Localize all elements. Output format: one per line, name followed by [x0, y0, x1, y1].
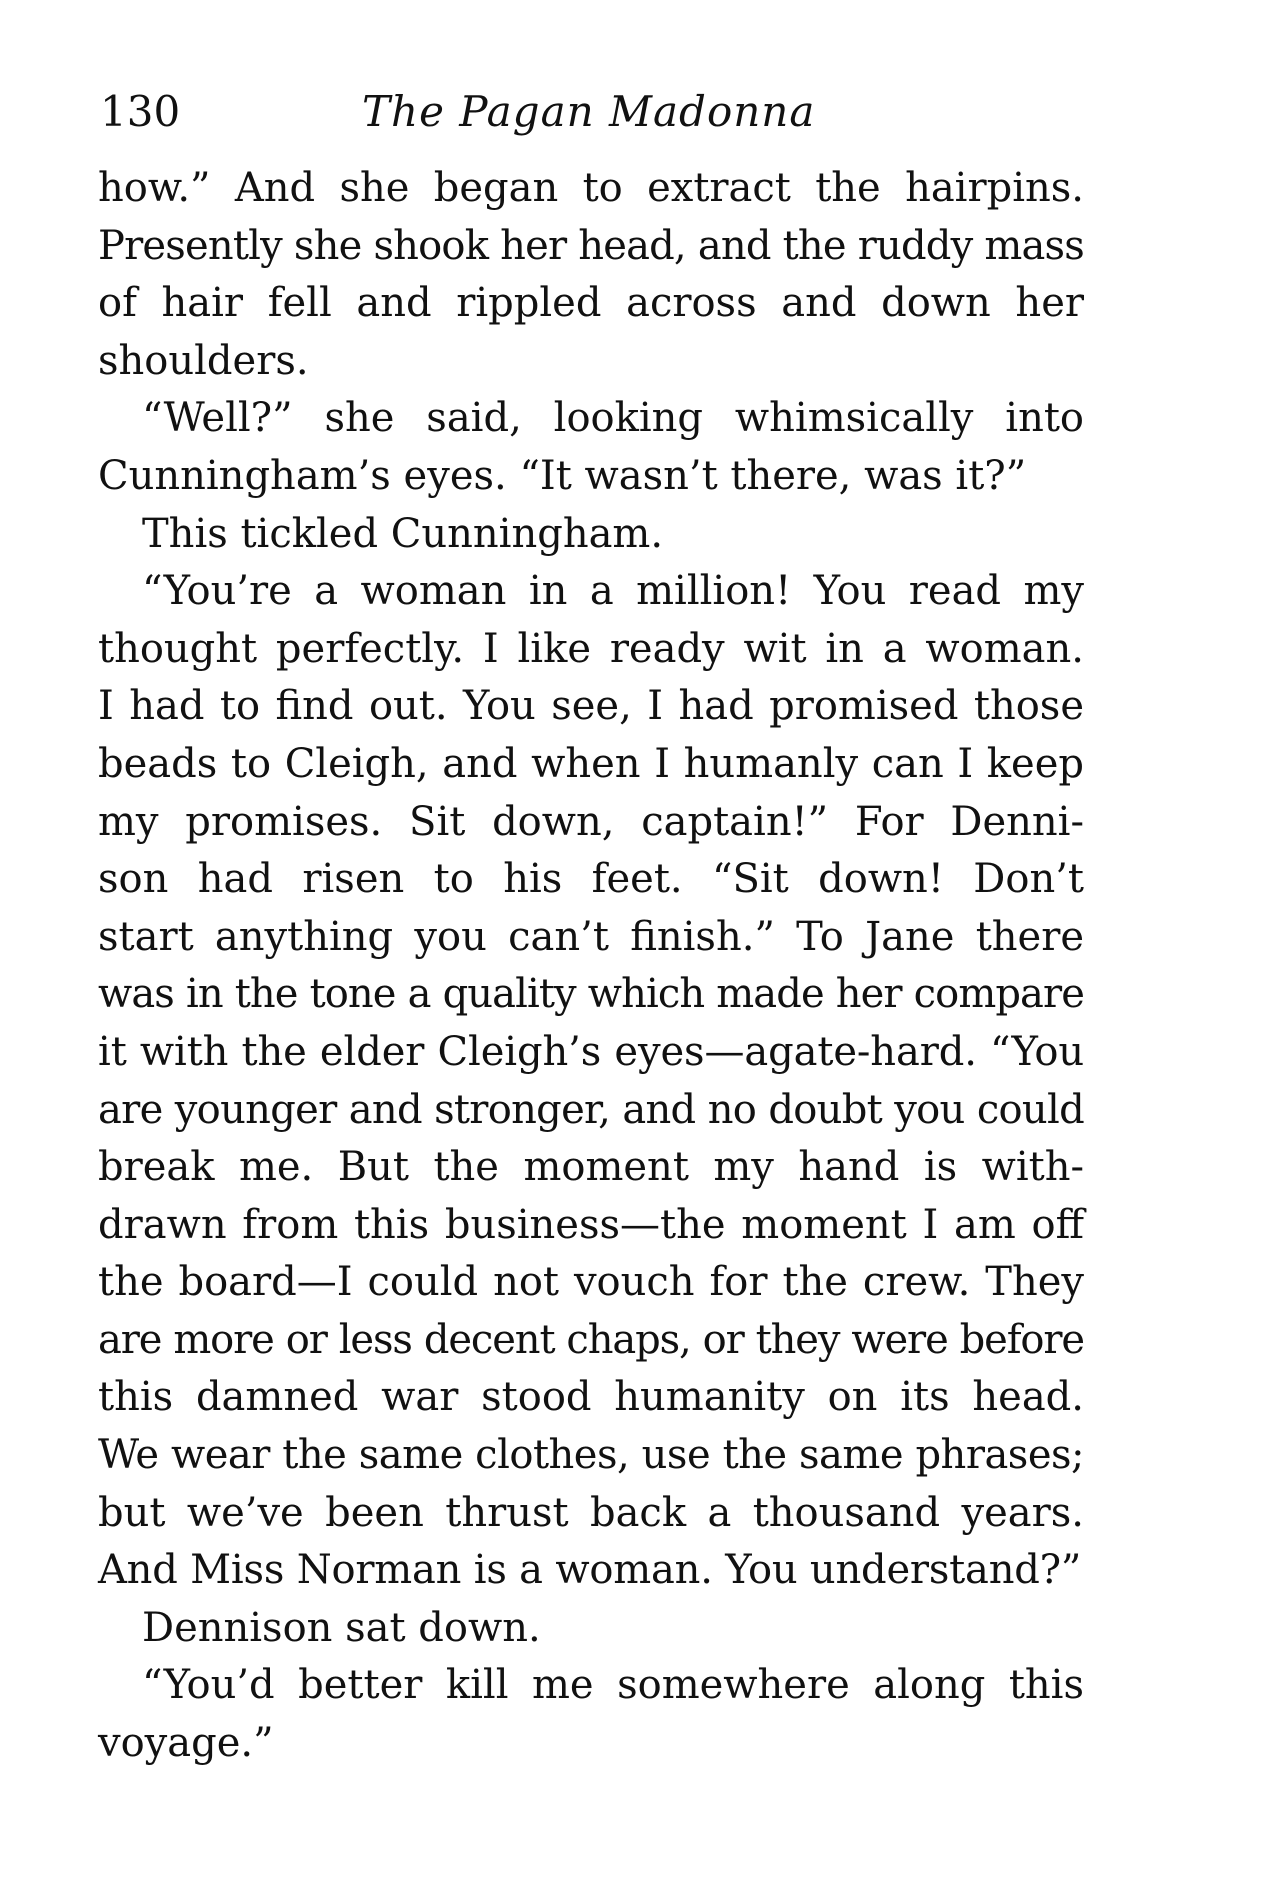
text-line: son had risen to his feet. “Sit down! Don’t [98, 856, 1084, 903]
text-line: was in the tone a quality which made her compare [98, 971, 1084, 1018]
text-line: shoulders. [98, 337, 309, 384]
text-line: are more or less decent chaps, or they were before [98, 1316, 1084, 1363]
text-line: beads to Cleigh, and when I humanly can I keep [98, 740, 1084, 787]
text-line: “You’re a woman in a million! You read my [142, 568, 1084, 615]
text-line: drawn from this business—the moment I am off [98, 1201, 1084, 1248]
book-title: The Pagan Madonna [362, 87, 816, 136]
text-line: this damned war stood humanity on its head. [98, 1374, 1084, 1421]
text-line: Presently she shook her head, and the ruddy mass [98, 222, 1084, 269]
text-line: I had to find out. You see, I had promised those [98, 683, 1084, 730]
text-line: Cunningham’s eyes. “It wasn’t there, was it?” [98, 452, 1027, 499]
body-text [98, 160, 1084, 1773]
text-line: break me. But the moment my hand is with- [98, 1144, 1084, 1191]
text-line: thought perfectly. I like ready wit in a woman. [98, 625, 1084, 672]
text-line: “You’d better kill me somewhere along this [142, 1662, 1084, 1709]
text-line: my promises. Sit down, captain!” For Denni- [98, 798, 1084, 845]
text-line: start anything you can’t finish.” To Jane there [98, 913, 1084, 960]
text-line: are younger and stronger, and no doubt you could [98, 1086, 1084, 1133]
text-line: And Miss Norman is a woman. You understand?” [98, 1547, 1082, 1594]
page-number: 130 [100, 87, 181, 136]
text-line: We wear the same clothes, use the same phrases; [98, 1432, 1084, 1479]
text-line: Dennison sat down. [142, 1604, 541, 1651]
text-line: the board—I could not vouch for the crew. They [98, 1259, 1084, 1306]
text-line: of hair fell and rippled across and down her [98, 280, 1084, 327]
text-line: voyage.” [98, 1720, 274, 1767]
text-line: This tickled Cunningham. [142, 510, 664, 557]
text-line: “Well?” she said, looking whimsically into [142, 395, 1084, 442]
text-line: it with the elder Cleigh’s eyes—agate-hard. “You [98, 1028, 1084, 1075]
text-line: but we’ve been thrust back a thousand years. [98, 1489, 1084, 1536]
running-head [100, 82, 1085, 142]
text-line: how.” And she began to extract the hairpins. [98, 165, 1084, 211]
